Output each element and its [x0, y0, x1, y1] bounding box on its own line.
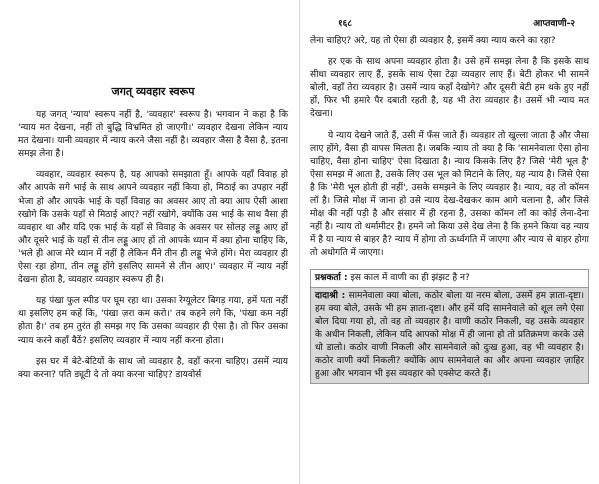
- paragraph: इस घर में बेटे-बेटियों के साथ जो व्यवहार है, वहाँ करना चाहिए। उसमें न्याय क्या करना? पति ड्यूटी दे तो क्या करना चाहिए? डायवोर्स: [18, 356, 288, 380]
- question-label: प्रश्नकर्ता :: [315, 272, 348, 283]
- running-header: [310, 16, 589, 29]
- paragraph: यह पंखा फुल स्पीड पर घूम रहा था। उसका रेग्यूलेटर बिगड़ गया, हमें पता नहीं था इसलिए हम कहें कि, 'पंखा ज़रा कम करो।' तब कहने लगे कि, 'पंखा कम नहीं होता है।' तब हम तुरंत ही समझ गए कि उसका व्यवहार ही ऐसा है। तो फिर उसका न्याय करने कहाँ बैठें? इसलिए व्यवहार में न्याय नहीं करना होता।: [18, 296, 288, 346]
- answer-box: [310, 288, 589, 385]
- question-text: इस काल में वाणी का ही झंझट है न?: [350, 272, 470, 283]
- paragraph: व्यवहार, व्यवहार स्वरूप है, यह आपको समझाता हूँ। आपके यहाँ विवाह हो और आपके सगे भाई के साथ आपने व्यवहार नहीं किया हो, मिठाई का उपहार नहीं भेजा हो और आपके भाई के यहाँ विवाह का अवसर आए तो क्या आप ऐसी आशा रखोगे कि उसके यहाँ से मिठाई आए? नहीं रखोगे, क्योंकि उस भाई के साथ वैसा ही व्यवहार था और यदि एक भाई के यहाँ से विवाह के अवसर पर सोलह लड्डू आए हों और दूसरे भाई के यहाँ से तीन लड्डू आए हों तो आपके ध्यान में क्या होना चाहिए कि, 'भले ही आज मेरे ध्यान में नहीं है लेकिन मैंने तीन ही लड्डू भेजे होंगे। मेरा व्यवहार ही ऐसा रहा होगा, तीन लड्डू होंगे इसलिए सामने से तीन आए।' व्यवहार में न्याय नहीं देखना होता है, व्यवहार व्यवहार स्वरूप ही है।: [18, 170, 288, 286]
- chapter-title: जगत् व्यवहार स्वरूप: [111, 85, 195, 98]
- right-page: [300, 0, 599, 484]
- paragraph: यह जगत् 'न्याय' स्वरूप नहीं है, 'व्यवहार' स्वरूप है। भगवान ने कहा है कि 'न्याय मत देखना, नहीं तो बुद्धि विभ्रमित हो जाएगी।' व्यवहार देखना लेकिन न्याय मत देखना। यानी व्यवहार में न्याय करने जैसा नहीं है। व्यवहार जैसा है वैसा है, इतना समझ लेना है।: [18, 110, 288, 160]
- paragraph: ये न्याय देखने जाते हैं, उसी में फँस जाते हैं। व्यवहार तो खुल्ला जाता है और जैसा लाए होंगे, वैसा ही वापस मिलता है। जबकि न्याय तो क्या है कि 'सामनेवाला ऐसा होना चाहिए, वैसा होना चाहिए' ऐसा दिखाता है। न्याय किसके लिए है? जिसे 'मेरी भूल है' ऐसा समझ में आता है, उसके लिए उस भूल को मिटाने के लिए, यह न्याय है। जिसे ऐसा है कि 'मेरी भूल होती ही नहीं', उसके समझने के लिए व्यवहार है। न्याय, वह तो कॉमन लॉ है। जिसे मोक्ष में जाना हो उसे न्याय देख-देखकर काम आगे चलाना है, और जिसे मोक्ष की नहीं पड़ी है और संसार में ही रहना है, उसका कॉमन लॉ का कोई लेना-देना नहीं है। न्याय तो थर्मामीटर है। हमने जो किया उसे देख लेना है कि हमने किया वह न्याय में है या न्याय से बाहर है? न्याय में होगा तो ऊर्ध्वगति में जाएगा और न्याय से बाहर होगा तो अधोगति में जाएगा।: [310, 130, 589, 259]
- paragraph: हर एक के साथ अपना व्यवहार होता है। उसे हमें समझ लेना है कि इसके साथ सीधा व्यवहार लाए हैं, इसके साथ ऐसा टेढ़ा व्यवहार लाए हैं। बेटी होकर भी सामने बोली, वहाँ तेरा व्यवहार है। उसमें न्याय कहाँ देखोगे? और दूसरी बेटी हम थके हुए नहीं हों, फिर भी हमारे पैर दबाती रहती है, यह भी तेरा व्यवहार है। उसमें भी न्याय मत देखना।: [310, 57, 589, 120]
- book-title: आप्तवाणी-२: [533, 19, 575, 29]
- page-number: १६८: [338, 19, 353, 29]
- question-box: [310, 269, 589, 288]
- answer-label: दादाश्री :: [315, 290, 346, 301]
- answer-text: सामनेवाला क्या बोला, कठोर बोला या नरम बोला, उसमें हम ज्ञाता-दृष्टा। हम क्या बोले, उसके भी हम ज्ञाता-दृष्टा। और हमें यदि सामनेवाले को शूल लगे ऐसा बोल दिया गया हो, तो वह तो व्यवहार है। वाणी कठोर निकली, वह उसके व्यवहार के अधीन निकली, लेकिन यदि आपको मोक्ष में ही जाना हो तो प्रतिक्रमण करके उसे धो डालो। कठोर वाणी निकली और सामनेवाले को दुःख हुआ, वह भी व्यवहार है। कठोर वाणी क्यों निकली? क्योंकि आप सामनेवाले का और अपना व्यवहार ज़ाहिर हुआ और भगवान भी इस व्यवहार को एक्सेप्ट करते हैं।: [315, 290, 585, 380]
- paragraph-continuation: लेना चाहिए? अरे, यह तो ऐसा ही व्यवहार है, इसमें क्या न्याय करने का रहा?: [310, 36, 556, 46]
